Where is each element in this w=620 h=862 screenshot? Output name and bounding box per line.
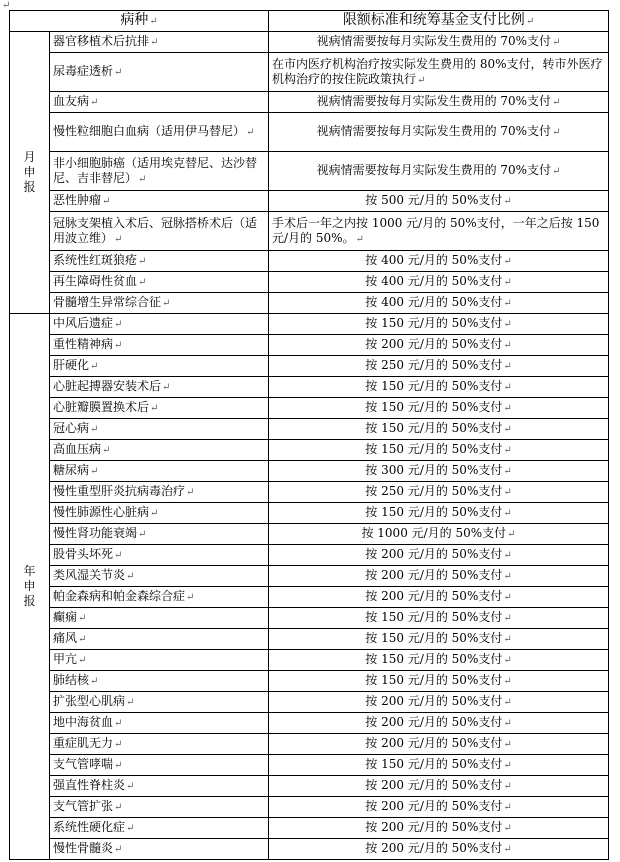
table-row [10,839,609,860]
disease-name: 肝硬化↵ [50,356,269,377]
table-row [10,482,609,503]
payment-rule: 按 400 元/月的 50%支付↵ [269,251,609,272]
disease-name: 癫痫↵ [50,608,269,629]
table-row [10,152,609,191]
disease-name: 糖尿病↵ [50,461,269,482]
disease-name: 冠脉支架植入术后、冠脉搭桥术后（适用波立维）↵ [50,212,269,251]
table-row [10,545,609,566]
table-row [10,797,609,818]
payment-rule: 按 150 元/月的 50%支付↵ [269,314,609,335]
disease-name: 中风后遗症↵ [50,314,269,335]
payment-rule: 按 150 元/月的 50%支付↵ [269,377,609,398]
payment-rule: 按 200 元/月的 50%支付↵ [269,818,609,839]
payment-rule: 视病情需要按每月实际发生费用的 70%支付↵ [269,32,609,53]
disease-name: 再生障碍性贫血↵ [50,272,269,293]
disease-name: 慢性肺源性心脏病↵ [50,503,269,524]
payment-rule: 按 200 元/月的 50%支付↵ [269,545,609,566]
disease-name: 肺结核↵ [50,671,269,692]
payment-rule: 视病情需要按每月实际发生费用的 70%支付↵ [269,152,609,191]
payment-rule: 按 200 元/月的 50%支付↵ [269,776,609,797]
table-row [10,566,609,587]
disease-name: 重症肌无力↵ [50,734,269,755]
payment-rule: 按 150 元/月的 50%支付↵ [269,419,609,440]
disease-name: 慢性骨髓炎↵ [50,839,269,860]
table-row [10,650,609,671]
table-row [10,692,609,713]
disease-name: 支气管扩张↵ [50,797,269,818]
disease-name: 非小细胞肺癌（适用埃克替尼、达沙替尼、吉非替尼）↵ [50,152,269,191]
payment-rule: 按 200 元/月的 50%支付↵ [269,692,609,713]
table-row [10,32,609,53]
reimbursement-table [9,10,609,860]
payment-rule: 按 150 元/月的 50%支付↵ [269,671,609,692]
disease-name: 慢性肾功能衰竭↵ [50,524,269,545]
table-row [10,53,609,92]
payment-rule: 按 200 元/月的 50%支付↵ [269,734,609,755]
disease-name: 血友病↵ [50,92,269,113]
category-label: 年 申 报 [23,564,36,608]
disease-name: 地中海贫血↵ [50,713,269,734]
table-row [10,356,609,377]
payment-rule: 按 150 元/月的 50%支付↵ [269,440,609,461]
disease-name: 类风湿关节炎↵ [50,566,269,587]
payment-rule: 按 150 元/月的 50%支付↵ [269,629,609,650]
disease-name: 尿毒症透析↵ [50,53,269,92]
payment-rule: 按 200 元/月的 50%支付↵ [269,566,609,587]
payment-rule: 按 200 元/月的 50%支付↵ [269,587,609,608]
disease-name: 恶性肿瘤↵ [50,191,269,212]
payment-rule: 视病情需要按每月实际发生费用的 70%支付↵ [269,92,609,113]
table-row [10,377,609,398]
disease-name: 甲亢↵ [50,650,269,671]
table-row [10,251,609,272]
table-row [10,629,609,650]
payment-rule: 按 500 元/月的 50%支付↵ [269,191,609,212]
payment-rule: 按 150 元/月的 50%支付↵ [269,503,609,524]
table-row [10,671,609,692]
payment-rule: 按 300 元/月的 50%支付↵ [269,461,609,482]
table-body [10,32,609,860]
disease-name: 系统性硬化症↵ [50,818,269,839]
payment-rule: 按 150 元/月的 50%支付↵ [269,608,609,629]
payment-rule: 手术后一年之内按 1000 元/月的 50%支付，一年之后按 150 元/月的 50%。↵ [269,212,609,251]
payment-rule: 按 150 元/月的 50%支付↵ [269,755,609,776]
table-row [10,191,609,212]
table-row [10,755,609,776]
table-row [10,524,609,545]
table-row [10,419,609,440]
payment-rule: 按 200 元/月的 50%支付↵ [269,713,609,734]
disease-name: 慢性粒细胞白血病（适用伊马替尼）↵ [50,113,269,152]
payment-rule: 在市内医疗机构治疗按实际发生费用的 80%支付，转市外医疗机构治疗的按住院政策执行↵ [269,53,609,92]
payment-rule: 按 200 元/月的 50%支付↵ [269,839,609,860]
payment-rule: 按 150 元/月的 50%支付↵ [269,398,609,419]
table-row [10,293,609,314]
disease-name: 痛风↵ [50,629,269,650]
payment-rule: 按 200 元/月的 50%支付↵ [269,335,609,356]
disease-name: 骨髓增生异常综合征↵ [50,293,269,314]
table-row [10,314,609,335]
disease-name: 帕金森病和帕金森综合症↵ [50,587,269,608]
disease-name: 高血压病↵ [50,440,269,461]
disease-name: 支气管哮喘↵ [50,755,269,776]
table-row [10,713,609,734]
payment-rule: 视病情需要按每月实际发生费用的 70%支付↵ [269,113,609,152]
disease-name: 冠心病↵ [50,419,269,440]
disease-name: 强直性脊柱炎↵ [50,776,269,797]
table-row [10,818,609,839]
disease-name: 器官移植术后抗排↵ [50,32,269,53]
payment-rule: 按 200 元/月的 50%支付↵ [269,797,609,818]
payment-rule: 按 1000 元/月的 50%支付↵ [269,524,609,545]
disease-name: 心脏起搏器安装术后↵ [50,377,269,398]
category-cell [10,314,50,860]
payment-rule: 按 400 元/月的 50%支付↵ [269,272,609,293]
table-row [10,113,609,152]
table-row [10,776,609,797]
table-row [10,272,609,293]
disease-name: 重性精神病↵ [50,335,269,356]
header-disease: 病种↵ [10,11,269,32]
table-row [10,608,609,629]
category-label: 月 申 报 [23,150,36,194]
table-row [10,503,609,524]
table-row [10,587,609,608]
table-row [10,461,609,482]
disease-name: 心脏瓣膜置换术后↵ [50,398,269,419]
disease-name: 股骨头坏死↵ [50,545,269,566]
category-cell [10,32,50,314]
table-row [10,734,609,755]
table-row [10,335,609,356]
payment-rule: 按 150 元/月的 50%支付↵ [269,650,609,671]
disease-name: 系统性红斑狼疮↵ [50,251,269,272]
payment-rule: 按 400 元/月的 50%支付↵ [269,293,609,314]
table-row [10,440,609,461]
payment-rule: 按 250 元/月的 50%支付↵ [269,356,609,377]
table-row [10,212,609,251]
disease-name: 扩张型心肌病↵ [50,692,269,713]
payment-rule: 按 250 元/月的 50%支付↵ [269,482,609,503]
header-rule: 限额标准和统筹基金支付比例↵ [269,11,609,32]
paragraph-mark: ↵ [2,0,11,11]
table-row [10,92,609,113]
table-row [10,398,609,419]
disease-name: 慢性重型肝炎抗病毒治疗↵ [50,482,269,503]
